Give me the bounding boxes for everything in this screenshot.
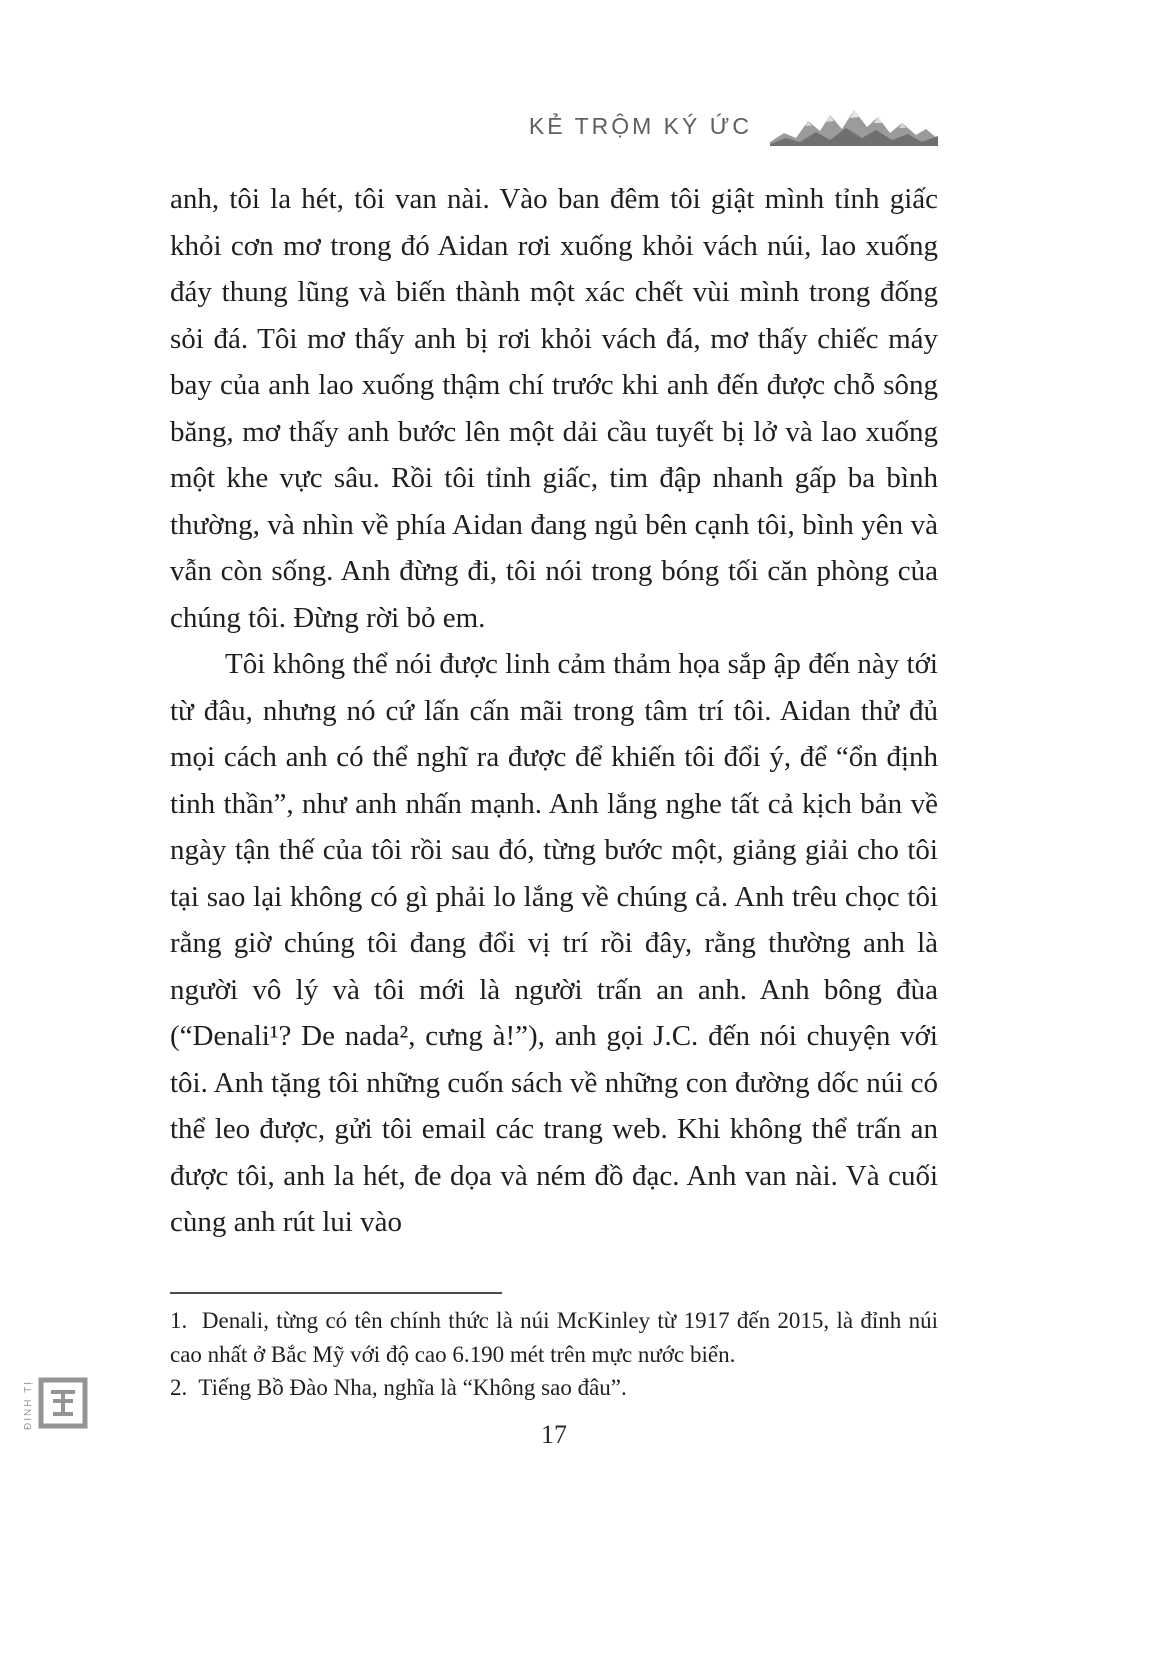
paragraph: Tôi không thể nói được linh cảm thảm họa sắp ập đến này tới từ đâu, nhưng nó cứ lấn cấn mãi trong tâm trí tôi. Aidan thử đủ mọi cách anh có thể nghĩ ra được để khiến tôi đổi ý, để “ổn định tinh thần”, như anh nhấn mạnh. Anh lắng nghe tất cả kịch bản về ngày tận thế của tôi rồi sau đó, từng bước một, giảng giải cho tôi tại sao lại không có gì phải lo lắng về chúng cả. Anh trêu chọc tôi rằng giờ chúng tôi đang đổi vị trí rồi đây, rằng thường anh là người vô lý và tôi mới là người trấn an anh. Anh bông đùa (“Denali¹? De nada², cưng à!”), anh gọi J.C. đến nói chuyện với tôi. Anh tặng tôi những cuốn sách về những con đường dốc núi có thể leo được, gửi tôi email các trang web. Khi không thể trấn an được tôi, anh la hét, đe dọa và ném đồ đạc. Anh van nài. Và cuối cùng anh rút lui vào — [170, 648, 938, 1238]
body-text — [170, 176, 938, 1246]
footnote: 1. Denali, từng có tên chính thức là núi McKinley từ 1917 đến 2015, là đỉnh núi cao nhất ở Bắc Mỹ với độ cao 6.190 mét trên mực nước biển. — [170, 1308, 938, 1367]
paragraph: anh, tôi la hét, tôi van nài. Vào ban đêm tôi giật mình tỉnh giấc khỏi cơn mơ trong đó Aidan rơi xuống khỏi vách núi, lao xuống đáy thung lũng và biến thành một xác chết vùi mình trong đống sỏi đá. Tôi mơ thấy anh bị rơi khỏi vách đá, mơ thấy chiếc máy bay của anh lao xuống thậm chí trước khi anh đến được chỗ sông băng, mơ thấy anh bước lên một dải cầu tuyết bị lở và lao xuống một khe vực sâu. Rồi tôi tỉnh giấc, tim đập nhanh gấp ba bình thường, và nhìn về phía Aidan đang ngủ bên cạnh tôi, bình yên và vẫn còn sống. Anh đừng đi, tôi nói trong bóng tối căn phòng của chúng tôi. Đừng rời bỏ em. — [170, 183, 938, 634]
page-header — [529, 104, 938, 148]
footnote-separator — [170, 1292, 502, 1294]
footnote: 2. Tiếng Bồ Đào Nha, nghĩa là “Không sao đâu”. — [170, 1375, 627, 1400]
page-number: 17 — [541, 1420, 567, 1449]
publisher-logo-text: ĐINH TỊ — [23, 1380, 34, 1430]
running-title: KẺ TRỘM KÝ ỨC — [528, 112, 752, 139]
publisher-logo — [24, 1374, 89, 1430]
publisher-seal-icon — [37, 1374, 89, 1430]
mountain-range-icon — [770, 104, 938, 148]
footnotes-section — [170, 1292, 938, 1405]
